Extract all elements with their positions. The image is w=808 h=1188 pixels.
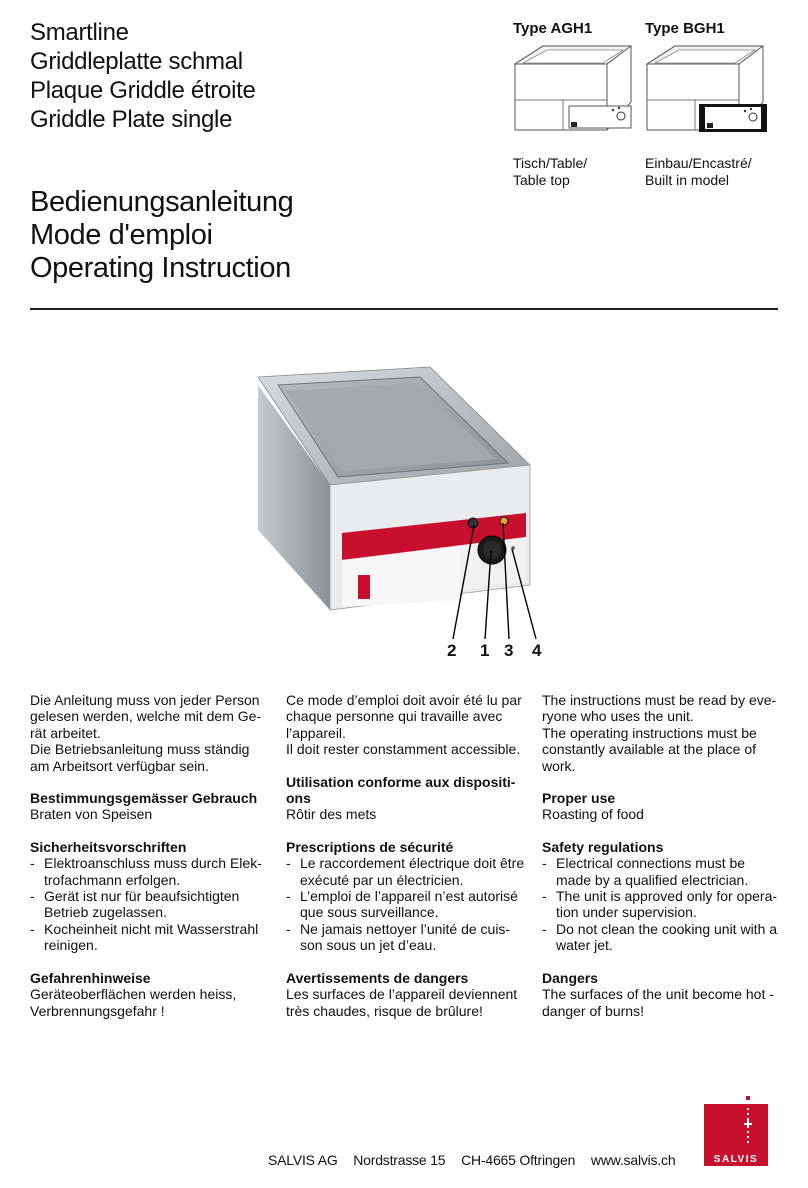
- title-line: Plaque Griddle étroite: [30, 77, 256, 104]
- intro-line: Die Anleitung muss von jeder Person: [30, 692, 260, 708]
- safety-list: [30, 855, 270, 953]
- header-divider: [30, 308, 778, 310]
- type-description: [513, 155, 643, 189]
- section-heading: Dangers: [542, 969, 599, 986]
- type-desc-line: Tisch/Table/: [513, 155, 588, 171]
- intro-line: rät arbeitet.: [30, 724, 101, 741]
- section-heading: Safety regulations: [542, 838, 664, 855]
- type-agh1: [513, 20, 643, 189]
- footer-street: Nordstrasse 15: [353, 1152, 446, 1168]
- intro-line: Die Betriebsanleitung muss ständig: [30, 741, 250, 758]
- callout-label: 1: [480, 641, 490, 660]
- callout-label: 3: [504, 641, 514, 660]
- intro-line: am Arbeitsort verfügbar sein.: [30, 757, 209, 774]
- section-heading: Bestimmungsgemässer Gebrauch: [30, 790, 258, 807]
- intro-line: Il doit rester constamment accessible.: [286, 741, 521, 758]
- section-heading: Avertissements de dangers: [286, 969, 469, 986]
- list-item: - Do not clean the cooking unit with a water jet.: [542, 921, 782, 954]
- section-heading: Utilisation conforme aux dispositi-ons: [286, 773, 516, 807]
- logo-text: SALVIS: [713, 1154, 759, 1165]
- title-line: Smartline: [30, 19, 129, 46]
- type-name: Type BGH1: [645, 20, 725, 37]
- intro-line: l’appareil.: [286, 724, 346, 741]
- footer-address: [268, 1152, 687, 1168]
- list-item: - Kocheinheit nicht mit Wasserstrahl reinigen.: [30, 921, 270, 954]
- intro-line: gelesen werden, welche mit dem Ge-: [30, 708, 262, 725]
- list-item: - Electrical connections must be made by a qualified electrician.: [542, 855, 782, 888]
- column-french: [286, 692, 526, 1019]
- section-heading: Proper use: [542, 790, 616, 807]
- section-text: The surfaces of the unit become hot -: [542, 986, 774, 1003]
- intro-line: chaque personne qui travaille avec: [286, 708, 503, 725]
- section-text: danger of burns!: [542, 1002, 644, 1019]
- intro-line: constantly available at the place of: [542, 741, 757, 758]
- list-item: - Gerät ist nur für beaufsichtigten Betrieb zugelassen.: [30, 888, 270, 921]
- title-line: Griddle Plate single: [30, 106, 233, 133]
- manual-line: Operating Instruction: [30, 252, 291, 284]
- section-heading: Gefahrenhinweise: [30, 969, 151, 986]
- manual-line: Mode d'emploi: [30, 219, 213, 251]
- list-item: - Elektroanschluss muss durch Elek-trofachmann erfolgen.: [30, 855, 270, 888]
- title-line: Griddleplatte schmal: [30, 48, 243, 75]
- footer-company: SALVIS AG: [268, 1152, 338, 1168]
- list-item: - L’emploi de l’appareil n’est autorisé que sous surveillance.: [286, 888, 526, 921]
- intro-line: work.: [542, 757, 576, 774]
- list-item: - Le raccordement électrique doit être exécuté par un électricien.: [286, 855, 526, 888]
- section-heading: Sicherheitsvorschriften: [30, 838, 187, 855]
- type-bgh1: [645, 20, 775, 189]
- section-heading: Prescriptions de sécurité: [286, 838, 454, 855]
- footer-website: www.salvis.ch: [590, 1152, 676, 1168]
- intro-line: Ce mode d’emploi doit avoir été lu par: [286, 692, 522, 708]
- intro-line: ryone who uses the unit.: [542, 708, 694, 725]
- section-text: Rôtir des mets: [286, 806, 377, 823]
- list-item: - Ne jamais nettoyer l’unité de cuis-son sous un jet d’eau.: [286, 921, 526, 954]
- manual-title: [30, 186, 293, 285]
- type-desc-line: Built in model: [645, 172, 730, 188]
- callout-lines: [230, 355, 560, 665]
- column-german: [30, 692, 270, 1019]
- section-text: Braten von Speisen: [30, 806, 153, 823]
- manual-line: Bedienungsanleitung: [30, 186, 294, 218]
- type-desc-line: Einbau/Encastré/: [645, 155, 752, 171]
- salvis-logo: [704, 1096, 768, 1166]
- list-item: - The unit is approved only for opera-tion under supervision.: [542, 888, 782, 921]
- callout-label: 4: [532, 641, 542, 660]
- section-text: très chaudes, risque de brûlure!: [286, 1002, 483, 1019]
- safety-list: [542, 855, 782, 953]
- section-text: Verbrennungsgefahr !: [30, 1002, 165, 1019]
- built-in-unit-illustration: [645, 44, 773, 136]
- table-top-unit-illustration: [513, 44, 641, 136]
- type-name: Type AGH1: [513, 20, 593, 37]
- product-title: [30, 18, 256, 134]
- section-text: Geräteoberflächen werden heiss,: [30, 986, 237, 1003]
- section-text: Les surfaces de l’appareil deviennent: [286, 986, 518, 1003]
- column-english: [542, 692, 782, 1019]
- type-description: [645, 155, 775, 189]
- safety-list: [286, 855, 526, 953]
- intro-line: The operating instructions must be: [542, 724, 757, 741]
- section-text: Roasting of food: [542, 806, 644, 823]
- intro-line: The instructions must be read by eve-: [542, 692, 777, 708]
- footer-city: CH-4665 Oftringen: [461, 1152, 576, 1168]
- type-desc-line: Table top: [513, 172, 570, 188]
- callout-label: 2: [447, 641, 457, 660]
